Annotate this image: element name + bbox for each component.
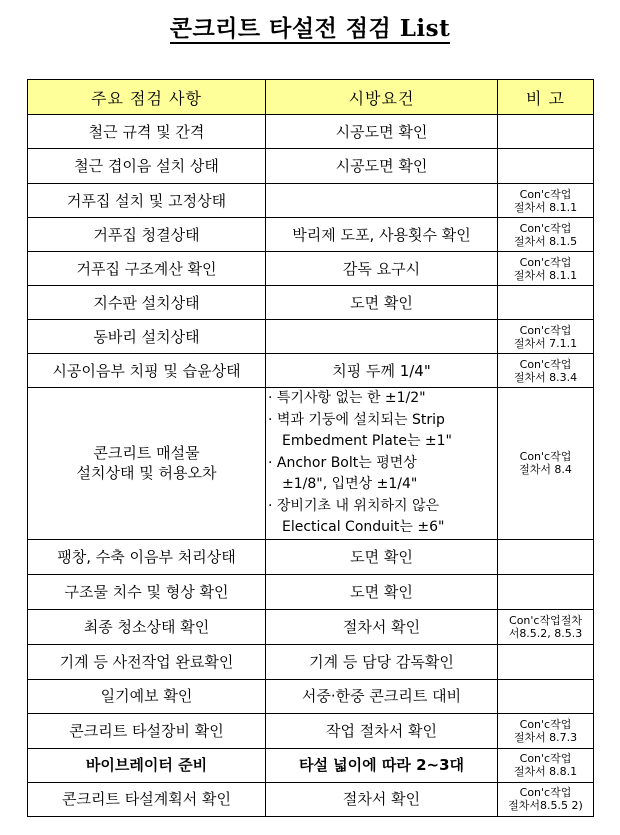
- header-requirement: 시방요건: [266, 80, 498, 115]
- note-cell: [498, 539, 594, 574]
- table-row: [28, 574, 594, 609]
- note-line: 절차서 8.1.1: [513, 268, 578, 282]
- note-cell: [498, 252, 594, 286]
- item-cell: 철근 규격 및 간격: [28, 115, 266, 149]
- requirement-cell: 시공도면 확인: [266, 115, 498, 149]
- table-row: [28, 286, 594, 320]
- requirement-cell: 시공도면 확인: [266, 149, 498, 184]
- requirement-cell: 작업 절차서 확인: [266, 713, 498, 748]
- table-row: [28, 252, 594, 286]
- requirement-cell: 도면 확인: [266, 539, 498, 574]
- note-cell: [498, 748, 594, 782]
- note-line: Con'c작업: [519, 323, 572, 337]
- table-row: [28, 218, 594, 252]
- bullet-line: · Anchor Bolt는 평면상: [268, 454, 417, 471]
- requirement-cell: 서중·한중 콘크리트 대비: [266, 679, 498, 713]
- bullet-line: Electical Conduit는 ±6": [282, 519, 445, 535]
- requirement-cell: 절차서 확인: [266, 609, 498, 644]
- note-line: Con'c작업: [519, 717, 572, 731]
- table-row: [28, 679, 594, 713]
- note-line: 절차서8.5.5 2): [508, 799, 583, 812]
- note-cell: [498, 679, 594, 713]
- inspection-table: [27, 79, 594, 817]
- requirement-cell: 감독 요구시: [266, 252, 498, 286]
- note-cell: [498, 782, 594, 816]
- item-cell: 시공이음부 치핑 및 습윤상태: [28, 354, 266, 388]
- note-cell: [498, 574, 594, 609]
- note-line: Con'c작업: [519, 221, 572, 235]
- note-line: 절차서 8.3.4: [513, 370, 578, 384]
- table-row: [28, 320, 594, 354]
- table-row: [28, 782, 594, 816]
- requirement-cell: 절차서 확인: [266, 782, 498, 816]
- note-cell: [498, 149, 594, 184]
- header-item: 주요 점검 사항: [28, 80, 266, 115]
- item-cell: 거푸집 청결상태: [28, 218, 266, 252]
- requirement-cell: 치핑 두께 1/4": [266, 354, 498, 388]
- table-row: [28, 115, 594, 149]
- requirement-cell: [266, 388, 498, 540]
- bullet-line: ±1/8", 입면상 ±1/4": [282, 476, 418, 492]
- item-cell: [28, 388, 266, 540]
- item-cell: 철근 겹이음 설치 상태: [28, 149, 266, 184]
- note-cell: [498, 286, 594, 320]
- bullet-line: · 벽과 기둥에 설치되는 Strip: [268, 411, 445, 428]
- page-title: 콘크리트 타설전 점검 List: [169, 15, 451, 42]
- table-row: [28, 748, 594, 782]
- requirement-cell: 도면 확인: [266, 574, 498, 609]
- requirement-cell: 타설 넓이에 따라 2~3대: [266, 748, 498, 782]
- bullet-line: · 장비기초 내 위치하지 않은: [268, 497, 440, 514]
- note-line: 절차서 7.1.1: [513, 336, 578, 350]
- item-cell: 구조물 치수 및 형상 확인: [28, 574, 266, 609]
- requirement-cell: 기계 등 담당 감독확인: [266, 644, 498, 679]
- item-cell: 콘크리트 타설계획서 확인: [28, 782, 266, 816]
- note-line: 절차서 8.1.5: [513, 234, 578, 248]
- note-line: 절차서 8.8.1: [513, 765, 578, 778]
- note-cell: [498, 609, 594, 644]
- note-line: Con'c작업: [519, 450, 572, 464]
- note-cell: [498, 184, 594, 218]
- note-cell: [498, 354, 594, 388]
- note-line: Con'c작업: [519, 187, 572, 201]
- item-cell: 동바리 설치상태: [28, 320, 266, 354]
- note-cell: [498, 713, 594, 748]
- table-row: [28, 354, 594, 388]
- item-cell: 일기예보 확인: [28, 679, 266, 713]
- note-cell: [498, 115, 594, 149]
- item-cell: 최종 청소상태 확인: [28, 609, 266, 644]
- note-line: Con'c작업: [519, 752, 572, 765]
- note-cell: [498, 388, 594, 540]
- table-row: [28, 713, 594, 748]
- requirement-cell: 도면 확인: [266, 286, 498, 320]
- table-row: [28, 149, 594, 184]
- item-cell: 거푸집 구조계산 확인: [28, 252, 266, 286]
- note-line: 절차서 8.1.1: [513, 200, 578, 214]
- note-line: 서8.5.2, 8.5.3: [508, 626, 583, 640]
- note-cell: [498, 644, 594, 679]
- table-row: [28, 184, 594, 218]
- note-line: 절차서 8.7.3: [513, 730, 578, 744]
- requirement-cell: [266, 184, 498, 218]
- table-row-embedment: [28, 388, 594, 540]
- note-cell: [498, 320, 594, 354]
- header-remarks: 비 고: [498, 80, 594, 115]
- item-cell: 바이브레이터 준비: [28, 748, 266, 782]
- item-line: 콘크리트 매설물: [93, 444, 200, 463]
- note-line: Con'c작업: [519, 255, 572, 269]
- requirement-cell: 박리제 도포, 사용횟수 확인: [266, 218, 498, 252]
- note-cell: [498, 218, 594, 252]
- item-cell: 팽창, 수축 이음부 처리상태: [28, 539, 266, 574]
- note-line: Con'c작업: [519, 357, 572, 371]
- item-cell: 거푸집 설치 및 고정상태: [28, 184, 266, 218]
- table-row: [28, 609, 594, 644]
- header-row: [28, 80, 594, 115]
- bullet-line: · 특기사항 없는 한 ±1/2": [268, 390, 426, 406]
- item-line: 설치상태 및 허용오차: [76, 464, 217, 483]
- note-line: Con'c작업절차: [509, 613, 582, 627]
- item-cell: 콘크리트 타설장비 확인: [28, 713, 266, 748]
- table-row: [28, 539, 594, 574]
- item-cell: 지수판 설치상태: [28, 286, 266, 320]
- item-cell: 기계 등 사전작업 완료확인: [28, 644, 266, 679]
- note-line: Con'c작업: [519, 786, 572, 799]
- bullet-line: Embedment Plate는 ±1": [282, 433, 452, 449]
- note-line: 절차서 8.4: [519, 463, 572, 477]
- table-row: [28, 644, 594, 679]
- requirement-cell: [266, 320, 498, 354]
